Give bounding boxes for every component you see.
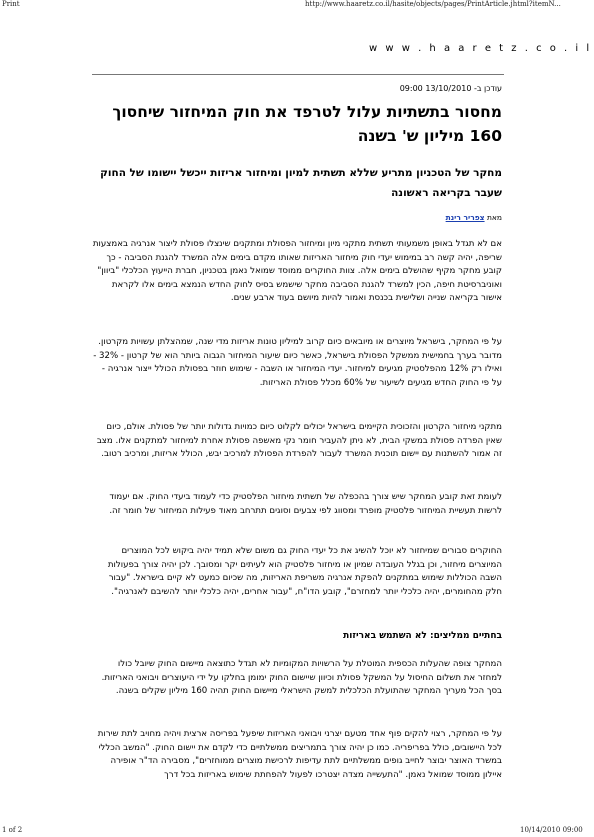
page-count: 1 of 2 [2,826,23,834]
print-date: 10/14/2010 09:00 [520,826,583,834]
author-line [92,213,502,222]
article-paragraph: מתקני מיחזור הקרטון והזכוכית הקיימים בישראל יכולים לקלוט כיום כמויות גדולות יותר של פסולת. אולם, כיום שאין הפרדה פסולת במשקי הבית, לא ניתן להעביר חומר נקי מאשפה פסולת אחרת למיחזור למתקנים אלו. מצב זה אמור להשתנות עם יישום תוכנית המשרד לעבור להפרדת הפסולת למרכיב יבש, הכולל אריזות, ומרכיב רטוב. [96,422,502,460]
article-subheadline: מחקר של הטכניון מתריע שללא תשתית למיון ומיחזור אריזות ייכשל יישומו של החוק שעבר בקריאה ראשונה [100,167,502,199]
author-link[interactable]: צפריר רינת [445,213,485,222]
article-paragraph: אם לא תגדל באופן משמעותי תשתית מתקני מיון ומיחזור הפסולת ומתקנים שינצלו פסולת ליצור אנרגיה באמצעות שריפה, יהיה קשה רב במימוש יעדי חוק מיחזור האריזות שאותו מקדם בימים אלה המשרד להגנת הסביבה - כך קובע מחקר מקיף שהושלם בימים אלה. צוות החוקרים ממוסד שמואל נאמן בטכניון, חברת הייעוץ הכלכלי "ביוון" ואוניברסיטת חיפה, הכין למשרד להגנת הסביבה מחקר שישמש בסיס לחוק החדש הנמצא בימים אלו לקראת אישור בקריאה שנייה ושלישית בכנסת ואמור להיות מיושם בעוד ארבע שנים. [92,239,502,304]
article-paragraph: המחקר צופה שהעלות הכספית המוטלת על הרשויות המקומיות לא תגדל כתוצאה מיישום החוק שיובל כולו למחזר את תשלום החיסול על המשקל פסולת וכיוון שיישום החוק ימומן בחלקו על ידי היעוצרים ויבואני האריזות. בסך הכל מעריך המחקר שהתועלת הכלכלית למשק הישראלי מיישום החוק תהיה 160 מיליון שקלים בשנה. [101,659,502,697]
article-paragraph: החוקרים סבורים שמיחזור לא יוכל להשיג את כל יעדי החוק גם משום שלא תמיד יהיה ביקוש לכל המוצרים המיוצרים מיחזור, וכן בגלל העובדה שמיון או מיחזור פלסטיק הוא לעיתים יקר ומסובך. לכן יהיה צורך בפעולות השבה הכוללות שימוש במתקנים להפקת אנרגיה משריפת האריזות, מה שכיום כמעט לא קיים בישראל. "עבור חלק מהחומרים, יהיה כלכלי יותר למחזרם", קובע הדו"ח, "עבור אחרים, יהיה כלכלי יותר להשיבם לאנרגיה". [107,546,502,597]
print-label: Print [2,0,20,8]
author-prefix: מאת [486,213,502,222]
article-headline: מחסור בתשתיות עלול לטרפד את חוק המיחזור שיחסוך 160 מיליון ש' בשנה [112,103,502,145]
site-url: w w w . h a a r e t z . c o . i l [369,43,592,54]
article-paragraph: לעומת זאת קובע המחקר שיש צורך בהכפלה של תשתית מיחזור הפלסטיק כדי לעמוד ביעדי החוק. אם יעמוד לרשות תעשיית המיחזור פלסטיק מופרד ומסווג לפי צבעים וסוגים תתרחב מאוד פעילות המיחזור של חומר זה. [109,492,502,516]
article-paragraph: על פי המחקר, רצוי להקים פוף אחד מטעם יצרני ויבואני האריזות שיפעל בפריסה ארצית ויהיה מחויב לתת שירות לכל היישובים, כולל בפריפריה. כמו כן יהיה צורך בתמריצים ממשלתיים כדי לקדם את יישום החוק. "המשב הכללי במשרד האוצר יבוצר לחייב גופים ממשלתיים לתת עדיפות לרכישת מוצרים ממוחזרים", מסבירה הד"ר אופירה איילון ממוסד שמואל נאמן. "התעשייה מצדה יצטרכו לפעול להפחתת שימוש באריזות בכל דרך [97,729,502,780]
print-url: http://www.haaretz.co.il/hasite/objects/pages/PrintArticle.jhtml?itemN... [305,0,561,8]
section-heading: בחתיים ממליצים: לא השתמש באריזות [343,631,502,641]
article-paragraph: על פי המחקר, בישראל מיוצרים או מיובאים כיום קרוב למיליון טונות אריזות מדי שנה, שמהצלתן עשויות מקרטון. מדובר בערך בחמישית ממשקל הפסולת בישראל, כאשר כיום שיעור המיחזור הגבוה ביותר הוא של קרטון - 32% - ואילו רק 12% מהפלסטיק מגיעים למיחזור. יעדי המיחזור או השבה - שימוש חוזר בפסולת הכולל ייצור אנרגיה - על פי החוק החדש מגיעים לשיעור של 60% מכלל פסולת האריזות. [93,337,502,388]
update-date: עודכן ב- 13/10/2010 09:00 [399,84,502,93]
header-divider [92,74,504,75]
